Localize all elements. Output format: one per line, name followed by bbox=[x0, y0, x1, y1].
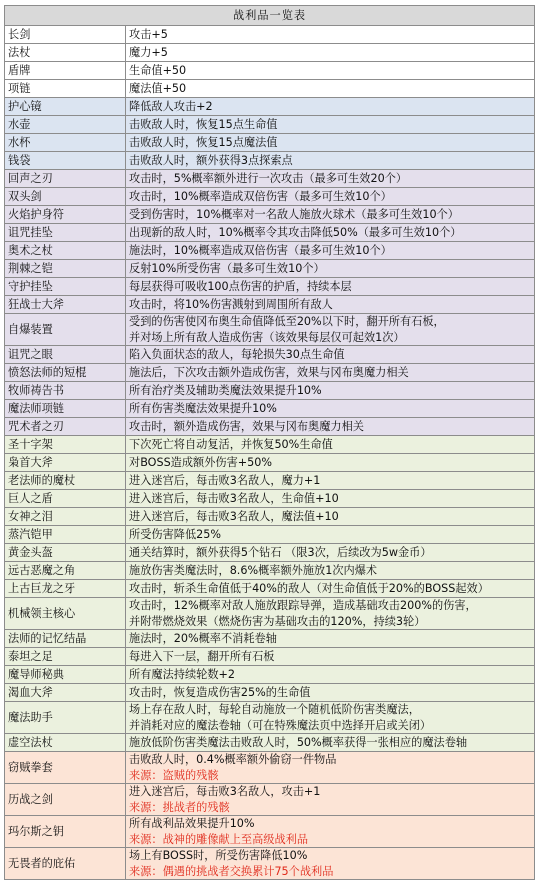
table-row bbox=[5, 784, 535, 816]
item-effect bbox=[126, 544, 535, 562]
table-row bbox=[5, 278, 535, 296]
effect-line: 攻击时，10%概率造成双倍伤害（最多可生效10个） bbox=[129, 189, 392, 203]
effect-line: 受到伤害时，10%概率对一名敌人施放火球术（最多可生效10个） bbox=[129, 207, 459, 221]
table-row bbox=[5, 242, 535, 260]
effect-line: 并附带燃烧效果（燃烧伤害为基础攻击的120%，持续3轮） bbox=[129, 614, 426, 628]
table-row bbox=[5, 26, 535, 44]
item-effect bbox=[126, 816, 535, 848]
table-row bbox=[5, 80, 535, 98]
item-name: 泰坦之足 bbox=[5, 648, 126, 666]
item-name: 历战之剑 bbox=[5, 784, 126, 816]
item-name: 自爆装置 bbox=[5, 314, 126, 346]
item-effect bbox=[126, 734, 535, 752]
item-name: 魔法助手 bbox=[5, 702, 126, 734]
item-name: 水杯 bbox=[5, 134, 126, 152]
item-effect bbox=[126, 648, 535, 666]
item-name: 巨人之盾 bbox=[5, 490, 126, 508]
item-name: 长剑 bbox=[5, 26, 126, 44]
effect-line: 进入迷宫后，每击败3名敌人，魔力+1 bbox=[129, 473, 321, 487]
item-effect bbox=[126, 472, 535, 490]
table-row bbox=[5, 206, 535, 224]
table-row bbox=[5, 454, 535, 472]
loot-table bbox=[4, 5, 535, 880]
table-row bbox=[5, 684, 535, 702]
table-row bbox=[5, 526, 535, 544]
item-effect bbox=[126, 62, 535, 80]
effect-line: 施放伤害类魔法时，8.6%概率额外施放1次内爆术 bbox=[129, 563, 378, 577]
item-name: 诅咒挂坠 bbox=[5, 224, 126, 242]
effect-line: 攻击时，额外造成伤害，效果与冈布奥魔力相关 bbox=[129, 419, 364, 433]
table-row bbox=[5, 598, 535, 630]
table-row bbox=[5, 188, 535, 206]
table-row bbox=[5, 702, 535, 734]
item-name: 渴血大斧 bbox=[5, 684, 126, 702]
effect-line: 陷入负面状态的敌人，每轮损失30点生命值 bbox=[129, 347, 345, 361]
item-name: 魔导师秘典 bbox=[5, 666, 126, 684]
item-effect bbox=[126, 116, 535, 134]
item-name: 黄金头盔 bbox=[5, 544, 126, 562]
item-effect bbox=[126, 206, 535, 224]
item-name: 狂战士大斧 bbox=[5, 296, 126, 314]
item-name: 蒸汽铠甲 bbox=[5, 526, 126, 544]
table-row bbox=[5, 44, 535, 62]
effect-line: 所有战利品效果提升10% bbox=[129, 817, 255, 830]
item-name: 双头剑 bbox=[5, 188, 126, 206]
item-effect bbox=[126, 278, 535, 296]
item-name: 水壶 bbox=[5, 116, 126, 134]
table-row bbox=[5, 260, 535, 278]
item-effect bbox=[126, 752, 535, 784]
item-name: 守护挂坠 bbox=[5, 278, 126, 296]
effect-line: 施法时，10%概率造成双倍伤害（最多可生效10个） bbox=[129, 243, 392, 257]
item-effect bbox=[126, 666, 535, 684]
effect-line: 所有伤害类魔法效果提升10% bbox=[129, 401, 277, 415]
effect-line: 攻击时，5%概率额外进行一次攻击（最多可生效20个） bbox=[129, 171, 408, 185]
table-row bbox=[5, 224, 535, 242]
item-effect bbox=[126, 224, 535, 242]
table-row bbox=[5, 630, 535, 648]
item-name: 法杖 bbox=[5, 44, 126, 62]
effect-line: 每层获得可吸收100点伤害的护盾，持续本层 bbox=[129, 279, 352, 293]
effect-line: 所有治疗类及辅助类魔法效果提升10% bbox=[129, 383, 322, 397]
item-name: 无畏者的庇佑 bbox=[5, 848, 126, 880]
item-effect bbox=[126, 684, 535, 702]
effect-line: 所受伤害降低25% bbox=[129, 527, 221, 541]
table-row bbox=[5, 98, 535, 116]
table-body bbox=[5, 26, 535, 880]
item-effect bbox=[126, 242, 535, 260]
item-name: 女神之泪 bbox=[5, 508, 126, 526]
effect-line: 并对场上所有敌人造成伤害（该效果每层仅可起效1次） bbox=[129, 330, 405, 344]
item-name: 窃贼拳套 bbox=[5, 752, 126, 784]
item-name: 虚空法杖 bbox=[5, 734, 126, 752]
item-effect bbox=[126, 346, 535, 364]
item-effect bbox=[126, 526, 535, 544]
item-effect bbox=[126, 702, 535, 734]
effect-line: 攻击时，恢复造成伤害25%的生命值 bbox=[129, 685, 311, 699]
item-effect bbox=[126, 454, 535, 472]
item-effect bbox=[126, 784, 535, 816]
table-row bbox=[5, 562, 535, 580]
item-name: 机械领主核心 bbox=[5, 598, 126, 630]
item-effect bbox=[126, 314, 535, 346]
item-name: 荆棘之铠 bbox=[5, 260, 126, 278]
table-row bbox=[5, 382, 535, 400]
effect-line: 施放低阶伤害类魔法击败敌人时，50%概率获得一张相应的魔法卷轴 bbox=[129, 735, 468, 749]
item-name: 钱袋 bbox=[5, 152, 126, 170]
effect-line: 对BOSS造成额外伤害+50% bbox=[129, 455, 273, 469]
effect-line: 所有魔法持续轮数+2 bbox=[129, 667, 235, 681]
item-effect bbox=[126, 418, 535, 436]
table-row bbox=[5, 436, 535, 454]
table-row bbox=[5, 364, 535, 382]
table-row bbox=[5, 490, 535, 508]
table-row bbox=[5, 472, 535, 490]
effect-line: 攻击时，斩杀生命值低于40%的敌人（对生命值低于20%的BOSS起效） bbox=[129, 581, 489, 595]
table-row bbox=[5, 734, 535, 752]
effect-line: 魔力+5 bbox=[129, 45, 168, 59]
table-row bbox=[5, 418, 535, 436]
item-effect bbox=[126, 260, 535, 278]
effect-line: 进入迷宫后，每击败3名敌人，生命值+10 bbox=[129, 491, 339, 505]
table-row bbox=[5, 134, 535, 152]
item-effect bbox=[126, 598, 535, 630]
item-effect bbox=[126, 400, 535, 418]
item-effect bbox=[126, 508, 535, 526]
item-name: 魔法师项链 bbox=[5, 400, 126, 418]
table-row bbox=[5, 848, 535, 880]
effect-line: 进入迷宫后，每击败3名敌人，魔法值+10 bbox=[129, 509, 339, 523]
effect-line: 进入迷宫后，每击败3名敌人，攻击+1 bbox=[129, 785, 321, 798]
item-name: 项链 bbox=[5, 80, 126, 98]
effect-line: 每进入下一层，翻开所有石板 bbox=[129, 649, 275, 663]
table-row bbox=[5, 400, 535, 418]
item-source: 来源：战神的雕像献上至高级战利品 bbox=[129, 832, 309, 846]
item-effect bbox=[126, 562, 535, 580]
item-name: 老法师的魔杖 bbox=[5, 472, 126, 490]
table-row bbox=[5, 544, 535, 562]
effect-line: 施法后，下次攻击额外造成伤害，效果与冈布奥魔力相关 bbox=[129, 365, 409, 379]
effect-line: 魔法值+50 bbox=[129, 81, 187, 95]
item-name: 枭首大斧 bbox=[5, 454, 126, 472]
effect-line: 攻击时，将10%伤害溅射到周围所有敌人 bbox=[129, 297, 333, 311]
item-name: 奥术之杖 bbox=[5, 242, 126, 260]
item-effect bbox=[126, 296, 535, 314]
table-row bbox=[5, 170, 535, 188]
item-name: 诅咒之眼 bbox=[5, 346, 126, 364]
effect-line: 攻击时，12%概率对敌人施放跟踪导弹，造成基础攻击200%的伤害， bbox=[129, 599, 477, 612]
item-name: 上古巨龙之牙 bbox=[5, 580, 126, 598]
table-row bbox=[5, 648, 535, 666]
table-title: 战利品一览表 bbox=[5, 6, 535, 26]
item-name: 愤怒法师的短棍 bbox=[5, 364, 126, 382]
item-effect bbox=[126, 848, 535, 880]
effect-line: 击败敌人时，额外获得3点探索点 bbox=[129, 153, 293, 167]
effect-line: 击败敌人时，0.4%概率额外偷窃一件物品 bbox=[129, 753, 337, 766]
table-row bbox=[5, 666, 535, 684]
item-effect bbox=[126, 44, 535, 62]
item-name: 远古恶魔之角 bbox=[5, 562, 126, 580]
item-name: 玛尔斯之钥 bbox=[5, 816, 126, 848]
item-effect bbox=[126, 490, 535, 508]
table-row bbox=[5, 580, 535, 598]
effect-line: 击败敌人时，恢复15点生命值 bbox=[129, 117, 278, 131]
item-source: 来源：偶遇的挑战者交换累计75个战利品 bbox=[129, 864, 334, 878]
effect-line: 并消耗对应的魔法卷轴（可在特殊魔法页中选择开启或关闭） bbox=[129, 718, 432, 732]
table-row bbox=[5, 296, 535, 314]
item-name: 护心镜 bbox=[5, 98, 126, 116]
item-effect bbox=[126, 152, 535, 170]
effect-line: 攻击+5 bbox=[129, 27, 168, 41]
item-effect bbox=[126, 80, 535, 98]
table-row bbox=[5, 508, 535, 526]
item-effect bbox=[126, 580, 535, 598]
item-name: 圣十字架 bbox=[5, 436, 126, 454]
item-name: 回声之刃 bbox=[5, 170, 126, 188]
loot-table-sheet bbox=[4, 5, 534, 880]
effect-line: 施法时，20%概率不消耗卷轴 bbox=[129, 631, 277, 645]
item-name: 咒术者之刃 bbox=[5, 418, 126, 436]
item-name: 法师的记忆结晶 bbox=[5, 630, 126, 648]
item-name: 火焰护身符 bbox=[5, 206, 126, 224]
effect-line: 击败敌人时，恢复15点魔法值 bbox=[129, 135, 278, 149]
item-effect bbox=[126, 436, 535, 454]
item-effect bbox=[126, 630, 535, 648]
item-effect bbox=[126, 98, 535, 116]
item-name: 牧师祷告书 bbox=[5, 382, 126, 400]
effect-line: 反射10%所受伤害（最多可生效10个） bbox=[129, 261, 325, 275]
effect-line: 下次死亡将自动复活，并恢复50%生命值 bbox=[129, 437, 333, 451]
effect-line: 场上有BOSS时，所受伤害降低10% bbox=[129, 849, 308, 862]
table-row bbox=[5, 152, 535, 170]
table-row bbox=[5, 752, 535, 784]
item-effect bbox=[126, 26, 535, 44]
table-row bbox=[5, 314, 535, 346]
table-row bbox=[5, 62, 535, 80]
item-effect bbox=[126, 188, 535, 206]
table-row bbox=[5, 116, 535, 134]
table-row bbox=[5, 346, 535, 364]
item-effect bbox=[126, 382, 535, 400]
effect-line: 出现新的敌人时，10%概率令其攻击降低50%（最多可生效10个） bbox=[129, 225, 462, 239]
effect-line: 受到的伤害使冈布奥生命值降低至20%以下时，翻开所有石板， bbox=[129, 315, 445, 328]
table-row bbox=[5, 816, 535, 848]
item-source: 来源：挑战者的残骸 bbox=[129, 800, 230, 814]
item-name: 盾牌 bbox=[5, 62, 126, 80]
effect-line: 降低敌人攻击+2 bbox=[129, 99, 213, 113]
effect-line: 场上存在敌人时，每轮自动施放一个随机低阶伤害类魔法， bbox=[129, 703, 420, 716]
effect-line: 生命值+50 bbox=[129, 63, 187, 77]
item-source: 来源：盗贼的残骸 bbox=[129, 768, 219, 782]
item-effect bbox=[126, 364, 535, 382]
item-effect bbox=[126, 170, 535, 188]
item-effect bbox=[126, 134, 535, 152]
effect-line: 通关结算时，额外获得5个钻石 （限3次，后续改为5w金币） bbox=[129, 545, 432, 559]
